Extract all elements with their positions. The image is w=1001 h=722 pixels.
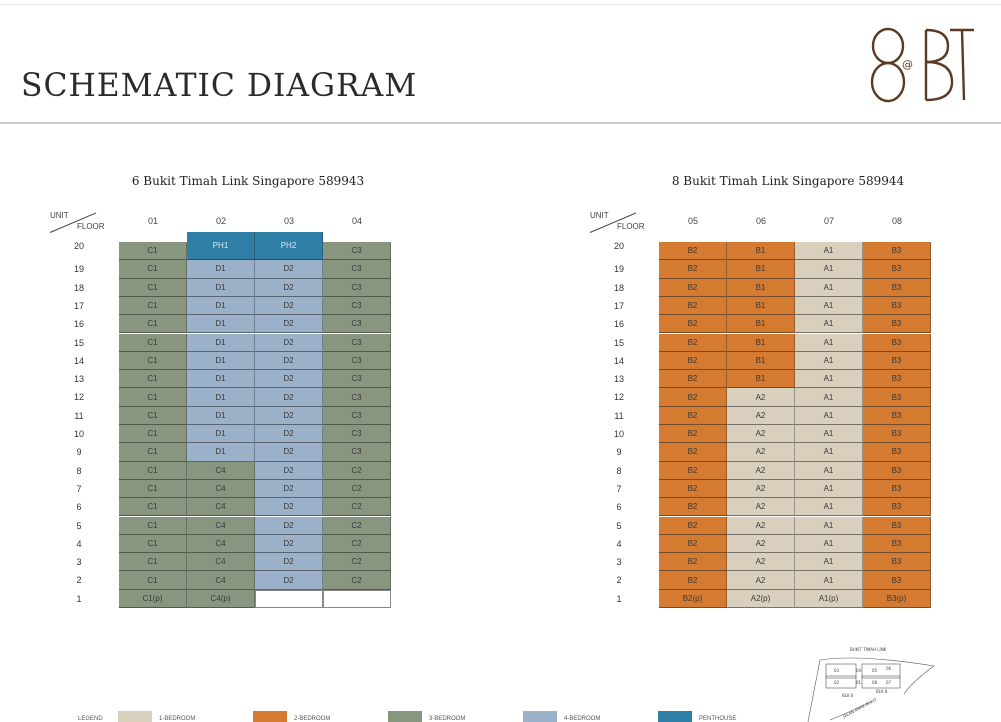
unit-cell: A1 [795,388,863,406]
unit-cell: B3 [863,535,931,553]
unit-cell: B2 [659,498,727,516]
unit-cell: D2 [255,334,323,352]
legend-label-1-bedroom: 1-BEDROOM [159,716,196,722]
unit-cell: D2 [255,571,323,589]
unit-cell: A2 [727,571,795,589]
unit-cell: A2 [727,498,795,516]
unit-cell: B2 [659,517,727,535]
floor-label: 19 [613,264,624,275]
unit-cell: B3 [863,370,931,388]
unit-cell: B3 [863,425,931,443]
unit-cell: B3 [863,443,931,461]
floor-label: 18 [613,282,624,293]
unit-cell: C4 [187,553,255,571]
unit-cell: A2 [727,480,795,498]
unit-cell: D1 [187,315,255,333]
unit-column-header: 06 [755,216,766,226]
unit-cell: D2 [255,260,323,278]
unit-cell: D1 [187,352,255,370]
unit-cell: C2 [323,498,391,516]
unit-cell: B2 [659,279,727,297]
unit-cell: A1 [795,498,863,516]
unit-cell: C3 [323,334,391,352]
site-unit-01: 01 [856,680,862,685]
unit-cell: C3 [323,407,391,425]
site-road-bottom: JALAN ANAK BUKIT [842,696,878,719]
unit-cell: C1 [119,334,187,352]
unit-cell: A1(p) [795,590,863,608]
floor-label: 16 [73,319,84,330]
floor-label: 2 [616,575,622,586]
floor-label: 3 [616,557,622,568]
unit-cell: D2 [255,553,323,571]
legend-swatch-3-bedroom [388,711,422,722]
unit-cell: D2 [255,498,323,516]
unit-cell: B2 [659,535,727,553]
unit-cell: B2 [659,425,727,443]
unit-cell: C2 [323,517,391,535]
unit-cell: C3 [323,297,391,315]
unit-cell: A1 [795,480,863,498]
legend-title: LEGEND [78,716,103,722]
floor-label: 20 [73,241,84,251]
legend-label-3-bedroom: 3-BEDROOM [429,716,466,722]
unit-cell: B3 [863,517,931,535]
unit-column-header: 04 [351,216,362,226]
axis-unit-label: UNIT [50,211,69,220]
site-plan-map [800,642,940,722]
unit-cell: PH1 [187,232,255,260]
legend-label-penthouse: PENTHOUSE [699,716,737,722]
unit-cell: C2 [323,462,391,480]
unit-cell: A1 [795,407,863,425]
floor-label: 1 [76,593,82,604]
unit-cell: C4 [187,462,255,480]
unit-cell: D2 [255,480,323,498]
unit-cell: C1 [119,279,187,297]
unit-cell: C1 [119,352,187,370]
unit-cell: A1 [795,535,863,553]
unit-cell: C1 [119,425,187,443]
unit-cell: C1 [119,517,187,535]
floor-label: 12 [613,392,624,403]
unit-cell: A1 [795,279,863,297]
unit-cell: C4 [187,517,255,535]
floor-label: 15 [613,337,624,348]
floor-label: 6 [76,502,82,513]
unit-cell: D1 [187,279,255,297]
unit-cell: D1 [187,297,255,315]
unit-cell: D2 [255,517,323,535]
unit-cell: B3 [863,388,931,406]
unit-cell: C3 [323,370,391,388]
block-address: 6 Bukit Timah Link Singapore 589943 [131,174,365,188]
unit-cell: A2 [727,388,795,406]
floor-label: 1 [616,593,622,604]
unit-cell: D1 [187,388,255,406]
unit-cell: B3 [863,407,931,425]
unit-cell: A2 [727,517,795,535]
unit-column-header: 08 [891,216,902,226]
unit-cell: C3 [323,315,391,333]
site-unit-08: 08 [872,680,878,685]
unit-cell: C1 [119,443,187,461]
floor-label: 9 [616,447,622,458]
floor-label: 17 [73,300,84,311]
floor-label: 15 [73,337,84,348]
unit-cell: D2 [255,407,323,425]
unit-cell: A2 [727,425,795,443]
block-address: 8 Bukit Timah Link Singapore 589944 [671,174,905,188]
unit-cell: B2 [659,315,727,333]
unit-cell: C2 [323,535,391,553]
unit-cell: B2 [659,407,727,425]
legend-label-4-bedroom: 4-BEDROOM [564,716,601,722]
legend-swatch-4-bedroom [523,711,557,722]
unit-column-header: 07 [823,216,834,226]
unit-cell: A2(p) [727,590,795,608]
floor-label: 10 [73,429,84,439]
unit-cell: B3 [863,279,931,297]
legend-swatch-penthouse [658,711,692,722]
floor-label: 11 [74,410,84,421]
floor-label: 9 [76,447,82,458]
unit-cell: C3 [323,388,391,406]
unit-cell: B2 [659,242,727,260]
unit-cell: D2 [255,352,323,370]
header-divider [0,122,1001,124]
unit-cell: C1 [119,498,187,516]
unit-cell: A1 [795,260,863,278]
site-block-8: BLK 8 [876,689,888,694]
unit-cell: B1 [727,279,795,297]
unit-cell: B2 [659,480,727,498]
legend-label-2-bedroom: 2-BEDROOM [294,716,331,722]
floor-label: 18 [73,282,84,293]
unit-cell: A1 [795,517,863,535]
legend-swatch-2-bedroom [253,711,287,722]
unit-cell: B3(p) [863,590,931,608]
unit-cell: D1 [187,425,255,443]
floor-label: 5 [616,520,622,531]
unit-cell: C4 [187,480,255,498]
unit-cell: D2 [255,279,323,297]
site-unit-03: 03 [834,668,840,673]
unit-cell: B2 [659,370,727,388]
unit-cell: C4 [187,571,255,589]
unit-cell: B3 [863,352,931,370]
floor-label: 12 [73,392,84,403]
floor-label: 16 [613,319,624,330]
unit-cell: B2(p) [659,590,727,608]
unit-cell: B2 [659,571,727,589]
unit-cell: A1 [795,425,863,443]
floor-label: 19 [73,264,84,275]
unit-cell: C1 [119,388,187,406]
unit-cell: B3 [863,260,931,278]
unit-cell: C1 [119,297,187,315]
unit-cell: B3 [863,462,931,480]
unit-cell: C1 [119,553,187,571]
unit-cell: D2 [255,535,323,553]
unit-cell: A1 [795,352,863,370]
unit-cell: D1 [187,260,255,278]
site-road-top: BUKIT TIMAH LINK [850,647,887,652]
unit-cell: C4 [187,535,255,553]
unit-cell: A1 [795,315,863,333]
floor-label: 20 [613,241,624,251]
floor-label: 13 [73,374,84,385]
floor-label: 4 [76,538,82,549]
site-unit-04: 04 [856,668,862,673]
site-block-6: BLK 6 [842,693,854,698]
unit-cell: C1 [119,462,187,480]
unit-cell: C3 [323,242,391,260]
floor-label: 17 [613,300,624,311]
unit-cell: D2 [255,425,323,443]
unit-cell: B1 [727,242,795,260]
axis-floor-label: FLOOR [77,222,105,231]
unit-cell: B3 [863,498,931,516]
unit-cell: A1 [795,443,863,461]
floor-label: 8 [76,465,82,476]
unit-cell: B3 [863,315,931,333]
unit-cell: C4 [187,498,255,516]
axis-unit-label: UNIT [590,211,609,220]
unit-cell: B3 [863,480,931,498]
unit-cell: B2 [659,443,727,461]
unit-cell: B2 [659,297,727,315]
unit-cell: B1 [727,260,795,278]
unit-column-header: 01 [147,216,158,226]
legend-swatch-1-bedroom [118,711,152,722]
unit-cell: B2 [659,553,727,571]
unit-cell: B1 [727,370,795,388]
unit-cell: B1 [727,334,795,352]
unit-cell: B1 [727,352,795,370]
unit-cell: A2 [727,553,795,571]
unit-cell: C3 [323,425,391,443]
unit-cell: D1 [187,370,255,388]
unit-cell: A2 [727,443,795,461]
unit-cell: C1 [119,242,187,260]
unit-column-header: 03 [283,216,294,226]
floor-label: 7 [616,483,622,494]
unit-cell: D1 [187,443,255,461]
unit-column-header: 02 [215,216,226,226]
unit-cell: C1 [119,535,187,553]
floor-label: 14 [73,355,84,366]
floor-label: 6 [616,502,622,513]
unit-cell: A1 [795,370,863,388]
floor-label: 10 [613,429,624,439]
floor-label: 3 [76,557,82,568]
unit-cell: C2 [323,553,391,571]
unit-cell: D1 [187,407,255,425]
floor-label: 8 [616,465,622,476]
brand-logo [866,24,976,104]
unit-cell: C1 [119,370,187,388]
unit-column-header: 05 [687,216,698,226]
unit-cell: A1 [795,462,863,480]
unit-cell: B3 [863,242,931,260]
unit-cell: D2 [255,388,323,406]
unit-cell: A1 [795,571,863,589]
unit-cell: A2 [727,462,795,480]
site-unit-06: 06 [886,666,892,671]
unit-cell: A2 [727,535,795,553]
unit-cell: D2 [255,443,323,461]
site-unit-07: 07 [886,680,892,685]
unit-cell: B1 [727,297,795,315]
unit-cell: B3 [863,334,931,352]
unit-cell: B3 [863,297,931,315]
unit-cell: A1 [795,242,863,260]
unit-cell: A1 [795,297,863,315]
floor-label: 4 [616,538,622,549]
unit-cell: D2 [255,462,323,480]
unit-cell: C2 [323,480,391,498]
unit-cell: C1 [119,315,187,333]
unit-cell: C4(p) [187,590,255,608]
floor-label: 2 [76,575,82,586]
unit-cell: C1 [119,407,187,425]
site-unit-05: 05 [872,668,878,673]
unit-cell: A1 [795,334,863,352]
unit-cell: C1 [119,571,187,589]
unit-cell: D2 [255,315,323,333]
unit-cell: C1 [119,260,187,278]
floor-label: 5 [76,520,82,531]
unit-cell [323,590,391,608]
unit-cell: D1 [187,334,255,352]
unit-cell: B3 [863,571,931,589]
unit-cell: B2 [659,334,727,352]
unit-cell: C3 [323,279,391,297]
floor-label: 13 [613,374,624,385]
unit-cell: PH2 [255,232,323,260]
unit-cell: B3 [863,553,931,571]
floor-label: 11 [614,410,624,421]
unit-cell: B2 [659,462,727,480]
axis-floor-label: FLOOR [617,222,645,231]
site-unit-02: 02 [834,680,840,685]
floor-label: 14 [613,355,624,366]
unit-cell: C1(p) [119,590,187,608]
unit-cell: C3 [323,260,391,278]
unit-cell: B1 [727,315,795,333]
unit-cell: C3 [323,352,391,370]
top-border [0,4,1001,5]
unit-cell: C2 [323,571,391,589]
unit-cell: C3 [323,443,391,461]
unit-cell: D2 [255,297,323,315]
unit-cell: D2 [255,370,323,388]
unit-cell: B2 [659,260,727,278]
unit-cell: B2 [659,388,727,406]
unit-cell: B2 [659,352,727,370]
svg-text:@: @ [902,58,913,71]
unit-cell: A2 [727,407,795,425]
unit-cell: A1 [795,553,863,571]
unit-cell: C1 [119,480,187,498]
page-title: SCHEMATIC DIAGRAM [21,66,418,104]
floor-label: 7 [76,483,82,494]
unit-cell [255,590,323,608]
